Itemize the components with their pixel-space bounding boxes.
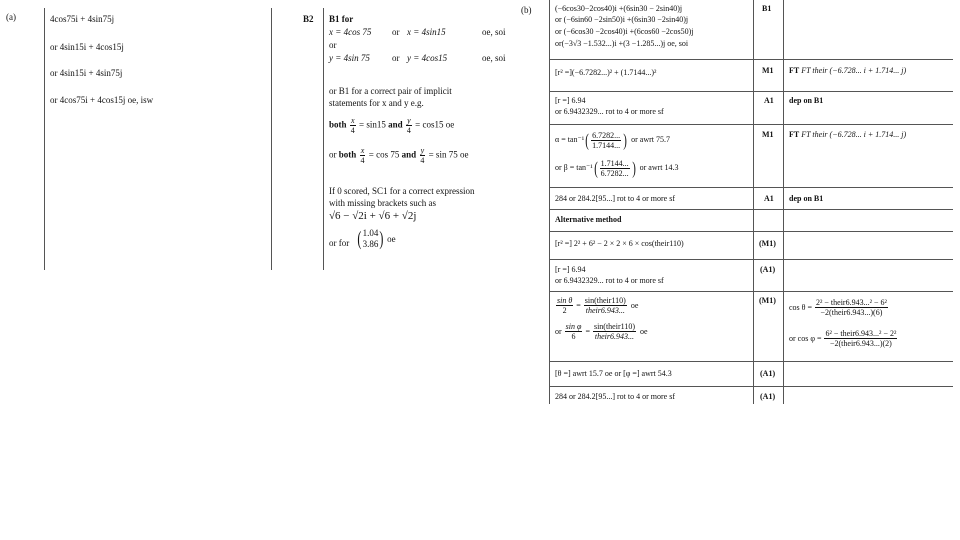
alternative-method-heading: Alternative method (555, 215, 622, 224)
b-row8-guidance-cos-theta: cos θ = $\frac{\text{2² − their6.943...² − 6²}}{\text{−2(their6.943...)(6)}}$ (789, 298, 887, 317)
fraction-y-over-4: $\frac{y}{4}$ (406, 116, 411, 135)
b-row6-mark: (M1) (759, 239, 776, 248)
row-sep (549, 91, 953, 92)
row-sep (549, 361, 953, 362)
sqrt-expression: √6 − √2i + √6 + √2j (329, 210, 417, 222)
both-line-1: both $\frac{x}{4}$ = sin15 and $\frac{y}{4}$ = cos15 oe (329, 116, 455, 135)
b-row4-line1: 284 or 284.2[95...] rot to 4 or more sf (555, 194, 675, 203)
b-row0-line4: or(−3√3 −1.532...)i +(3 −1.285...)j oe, soi (555, 39, 689, 48)
b-row2-guidance: dep on B1 (789, 96, 824, 105)
b-row1-line1: [r² =](−6.7282...)² + (1.7144...)² (555, 68, 657, 77)
guidance-line1-or: or (392, 27, 400, 37)
part-a-label: (a) (6, 12, 16, 22)
part-b-divider-right (783, 0, 784, 404)
b-row4-guidance: dep on B1 (789, 194, 824, 203)
or-b1-line2: statements for x and y e.g. (329, 98, 424, 108)
b-row7-mark: (A1) (760, 265, 776, 274)
b1-for: B1 for (329, 14, 354, 24)
b-row7-line2: or 6.9432329... rot to 4 or more sf (555, 276, 664, 285)
guidance-line1-rhs: x = 4sin15 (407, 27, 446, 37)
row-sep (549, 259, 953, 260)
b-row8-guidance-cos-phi: or cos φ = $\frac{\text{6² − their6.943...² − 2²}}{\text{−2(their6.943...)(2)}}$ (789, 329, 897, 348)
if-zero-line2: with missing brackets such as (329, 198, 436, 208)
row-sep (549, 386, 953, 387)
b-row3-guidance: FT FT their (−6.728... i + 1.714... j) (789, 130, 907, 139)
guidance-line1-tail: oe, soi (482, 27, 506, 37)
fraction-x-over-4: $\frac{x}{4}$ (360, 146, 365, 165)
part-b-divider-left (549, 0, 550, 404)
row-sep (549, 187, 953, 188)
answer-4: or 4cos75i + 4cos15j oe, isw (50, 95, 154, 105)
fraction-y-over-4: $\frac{y}{4}$ (420, 146, 425, 165)
answer-1: 4cos75i + 4sin75j (50, 14, 115, 24)
b-row9-mark: (A1) (760, 369, 776, 378)
part-a-divider-1 (44, 8, 45, 270)
row-sep (549, 209, 953, 210)
b-row10-line1: 284 or 284.2[95...] rot to 4 or more sf (555, 392, 675, 401)
row-sep (549, 231, 953, 232)
part-b-divider-mid (753, 0, 754, 404)
guidance-or: or (329, 40, 337, 50)
row-sep (549, 291, 953, 292)
b-row9-line1: [θ =] awrt 15.7 oe or [φ =] awrt 54.3 (555, 369, 672, 378)
b-row1-mark: M1 (762, 66, 774, 75)
row-sep (549, 59, 953, 60)
b-row0-mark: B1 (762, 4, 772, 13)
guidance-line2-tail: oe, soi (482, 53, 506, 63)
b-row1-guidance: FT FT their (−6.728... i + 1.714... j) (789, 66, 907, 75)
b-row8-mark: (M1) (759, 296, 776, 305)
guidance-line2-rhs: y = 4cos15 (407, 53, 448, 63)
answer-3: or 4sin15i + 4sin75j (50, 68, 123, 78)
b-row6-line1: [r² =] 2² + 6² − 2 × 2 × 6 × cos(their110) (555, 239, 684, 248)
b-row8-phi: or $\frac{\text{sin φ}}{6}$ = $\frac{\text{sin(their110)}}{\text{their6.943...}}$ oe (555, 322, 648, 341)
guidance-line2-or: or (392, 53, 400, 63)
guidance-line2-lhs: y = 4sin 75 (329, 53, 370, 63)
b-row2-mark: A1 (764, 96, 774, 105)
part-a-mark: B2 (303, 14, 314, 24)
b-row0-line3: or (−6cos30 −2cos40)i +(6cos60 −2cos50)j (555, 27, 694, 36)
b-row2-line1: [r =] 6.94 (555, 96, 586, 105)
b-row7-line1: [r =] 6.94 (555, 265, 586, 274)
row-sep (549, 124, 953, 125)
answer-2: or 4sin15i + 4cos15j (50, 42, 124, 52)
or-b1-line1: or B1 for a correct pair of implicit (329, 86, 452, 96)
if-zero-line1: If 0 scored, SC1 for a correct expression (329, 186, 475, 196)
guidance-line1-lhs: x = 4cos 75 (329, 27, 372, 37)
fraction-x-over-4: $\frac{x}{4}$ (350, 116, 355, 135)
both-line-2: or both $\frac{x}{4}$ = cos 75 and $\frac{y}{4}$ = sin 75 oe (329, 146, 469, 165)
part-a-divider-2 (271, 8, 272, 270)
b-row0-line2: or (−6sin60 −2sin50)i +(6sin30 −2sin40)j (555, 15, 689, 24)
b-row3-mark: M1 (762, 130, 774, 139)
b-row2-line2: or 6.9432329... rot to 4 or more sf (555, 107, 664, 116)
part-a-divider-3 (323, 8, 324, 270)
b-row4-mark: A1 (764, 194, 774, 203)
b-row0-line1: (−6cos30−2cos40)i +(6sin30 − 2sin40)j (555, 4, 683, 13)
part-b-label: (b) (521, 5, 532, 15)
column-vector: ( 1.04 3.86 ) oe (357, 228, 396, 250)
b-row8-theta: $\frac{\text{sin θ}}{2}$ = $\frac{\text{sin(their110)}}{\text{their6.943...}}$ oe (557, 296, 639, 315)
b-row3-beta: or β = tan⁻¹ ( $\frac{1.7144...}{6.7282...}$ ) or awrt 14.3 (555, 158, 679, 178)
b-row3-alpha: α = tan⁻¹ ( $\frac{6.7282...}{1.7144...}$ ) or awrt 75.7 (555, 130, 670, 150)
or-for-label: or for (329, 238, 350, 248)
b-row10-mark: (A1) (760, 392, 776, 401)
